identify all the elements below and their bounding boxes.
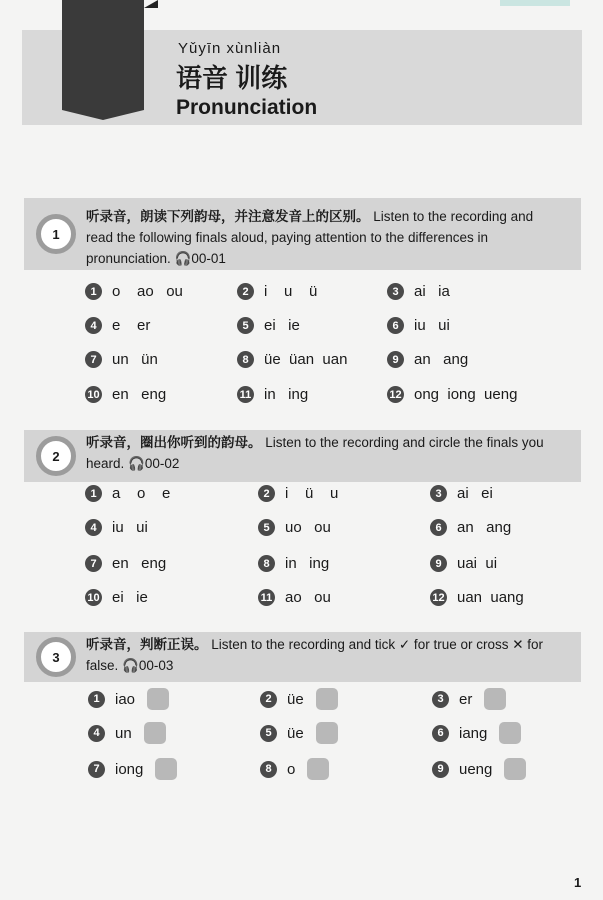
headphones-icon[interactable]: 🎧	[122, 658, 139, 673]
exercise-item	[432, 758, 526, 780]
exercise-item	[430, 519, 511, 536]
exercise-item	[387, 283, 450, 300]
item-finals: iao	[115, 690, 136, 708]
item-finals: üe	[287, 690, 304, 708]
item-finals: iang	[459, 724, 488, 742]
bookmark-ribbon-icon	[48, 0, 158, 120]
section-3-instruction	[86, 634, 546, 676]
instruction-en: Listen to the recording and read the following finals aloud, paying attention to the differences in pronunciation.	[86, 209, 534, 266]
item-finals[interactable]: uo ou	[285, 519, 331, 536]
item-number: 6	[387, 317, 404, 334]
item-finals: in ing	[264, 386, 309, 403]
item-number: 10	[85, 589, 102, 606]
item-number: 7	[85, 351, 102, 368]
item-number: 5	[260, 725, 277, 742]
item-finals: iu ui	[414, 317, 450, 334]
exercise-item	[237, 317, 300, 334]
exercise-item	[430, 485, 493, 502]
item-number: 4	[85, 317, 102, 334]
audio-track: 00-02	[144, 456, 180, 471]
item-number: 1	[88, 691, 105, 708]
exercise-item	[85, 317, 150, 334]
headphones-icon[interactable]: 🎧	[174, 251, 192, 266]
item-finals[interactable]: in ing	[285, 555, 330, 572]
exercise-item	[258, 485, 338, 502]
item-number: 5	[258, 519, 275, 536]
item-finals: un	[115, 724, 132, 742]
answer-box[interactable]	[144, 722, 166, 744]
item-number: 9	[430, 555, 447, 572]
title-chinese: 语音 训练	[176, 63, 288, 93]
item-finals[interactable]: i ü u	[285, 485, 339, 502]
exercise-item	[88, 758, 177, 780]
title-english: Pronunciation	[176, 96, 318, 119]
exercise-item	[237, 351, 347, 368]
answer-box[interactable]	[155, 758, 177, 780]
exercise-item	[258, 555, 329, 572]
section-3-badge: 3	[36, 637, 76, 677]
item-finals[interactable]: ai ei	[457, 485, 493, 502]
exercise-item	[260, 688, 338, 710]
exercise-item	[258, 589, 331, 606]
item-number: 7	[88, 761, 105, 778]
item-finals[interactable]: iu ui	[112, 519, 148, 536]
title-pinyin: Yǔyīn xùnliàn	[178, 40, 282, 57]
item-number: 12	[387, 386, 404, 403]
item-finals: un ün	[112, 351, 158, 368]
answer-box[interactable]	[499, 722, 521, 744]
item-finals: e er	[112, 317, 151, 334]
instruction-en: Listen to the recording and tick ✓ for true or cross ✕ for false.	[86, 637, 544, 673]
exercise-item	[237, 386, 308, 403]
exercise-item	[387, 317, 450, 334]
item-number: 7	[85, 555, 102, 572]
item-number: 8	[258, 555, 275, 572]
item-number: 1	[85, 283, 102, 300]
exercise-item	[260, 758, 329, 780]
item-finals: ong iong ueng	[414, 386, 518, 403]
item-number: 2	[237, 283, 254, 300]
item-number: 4	[85, 519, 102, 536]
item-number: 2	[260, 691, 277, 708]
item-number: 5	[237, 317, 254, 334]
item-finals: er	[459, 690, 473, 708]
item-number: 4	[88, 725, 105, 742]
instruction-cn: 听录音，朗读下列韵母，并注意发音上的区别。	[86, 209, 370, 224]
item-finals: ai ia	[414, 283, 450, 300]
exercise-item	[237, 283, 317, 300]
item-finals: en eng	[112, 386, 167, 403]
exercise-item	[430, 589, 524, 606]
item-finals[interactable]: ao ou	[285, 589, 331, 606]
item-finals[interactable]: uai ui	[457, 555, 498, 572]
exercise-item	[432, 722, 521, 744]
answer-box[interactable]	[316, 722, 338, 744]
audio-track: 00-01	[191, 251, 226, 266]
instruction-en: Listen to the recording and circle the finals you heard.	[86, 435, 544, 471]
exercise-item	[85, 283, 183, 300]
item-number: 11	[237, 386, 254, 403]
exercise-item	[430, 555, 497, 572]
answer-box[interactable]	[307, 758, 329, 780]
section-1-badge: 1	[36, 214, 76, 254]
section-2-instruction	[86, 432, 546, 474]
exercise-item	[432, 688, 506, 710]
item-finals[interactable]: ei ie	[112, 589, 148, 606]
item-finals: ei ie	[264, 317, 300, 334]
item-finals: o ao ou	[112, 283, 183, 300]
exercise-item	[85, 351, 158, 368]
item-number: 2	[258, 485, 275, 502]
instruction-cn: 听录音，圈出你听到的韵母。	[86, 435, 262, 450]
item-finals[interactable]: a o e	[112, 485, 171, 502]
answer-box[interactable]	[504, 758, 526, 780]
instruction-cn: 听录音，判断正误。	[86, 637, 208, 652]
item-number: 12	[430, 589, 447, 606]
exercise-item	[88, 722, 166, 744]
exercise-item	[85, 519, 148, 536]
section-1-instruction	[86, 206, 546, 269]
exercise-item	[85, 485, 170, 502]
item-number: 9	[387, 351, 404, 368]
item-number: 3	[387, 283, 404, 300]
exercise-item	[85, 555, 166, 572]
item-number: 8	[260, 761, 277, 778]
item-finals[interactable]: an ang	[457, 519, 512, 536]
item-finals: i u ü	[264, 283, 318, 300]
headphones-icon[interactable]: 🎧	[128, 456, 145, 471]
item-number: 11	[258, 589, 275, 606]
page-number: 1	[574, 875, 582, 890]
exercise-item	[88, 688, 169, 710]
item-number: 3	[430, 485, 447, 502]
item-finals: o	[287, 760, 296, 778]
answer-box[interactable]	[147, 688, 169, 710]
item-finals: an ang	[414, 351, 469, 368]
item-finals: ueng	[459, 760, 493, 778]
exercise-item	[387, 351, 468, 368]
item-finals: üe	[287, 724, 304, 742]
corner-tab	[500, 0, 570, 6]
item-finals: iong	[115, 760, 144, 778]
answer-box[interactable]	[316, 688, 338, 710]
exercise-item	[85, 589, 148, 606]
item-number: 6	[430, 519, 447, 536]
exercise-item	[387, 386, 517, 403]
item-number: 9	[432, 761, 449, 778]
audio-track: 00-03	[138, 658, 174, 673]
section-2-badge: 2	[36, 436, 76, 476]
exercise-item	[260, 722, 338, 744]
answer-box[interactable]	[484, 688, 506, 710]
exercise-item	[258, 519, 331, 536]
item-finals[interactable]: uan uang	[457, 589, 524, 606]
item-number: 1	[85, 485, 102, 502]
item-finals[interactable]: en eng	[112, 555, 167, 572]
item-number: 3	[432, 691, 449, 708]
item-finals: üe üan uan	[264, 351, 348, 368]
item-number: 10	[85, 386, 102, 403]
item-number: 6	[432, 725, 449, 742]
item-number: 8	[237, 351, 254, 368]
exercise-item	[85, 386, 166, 403]
